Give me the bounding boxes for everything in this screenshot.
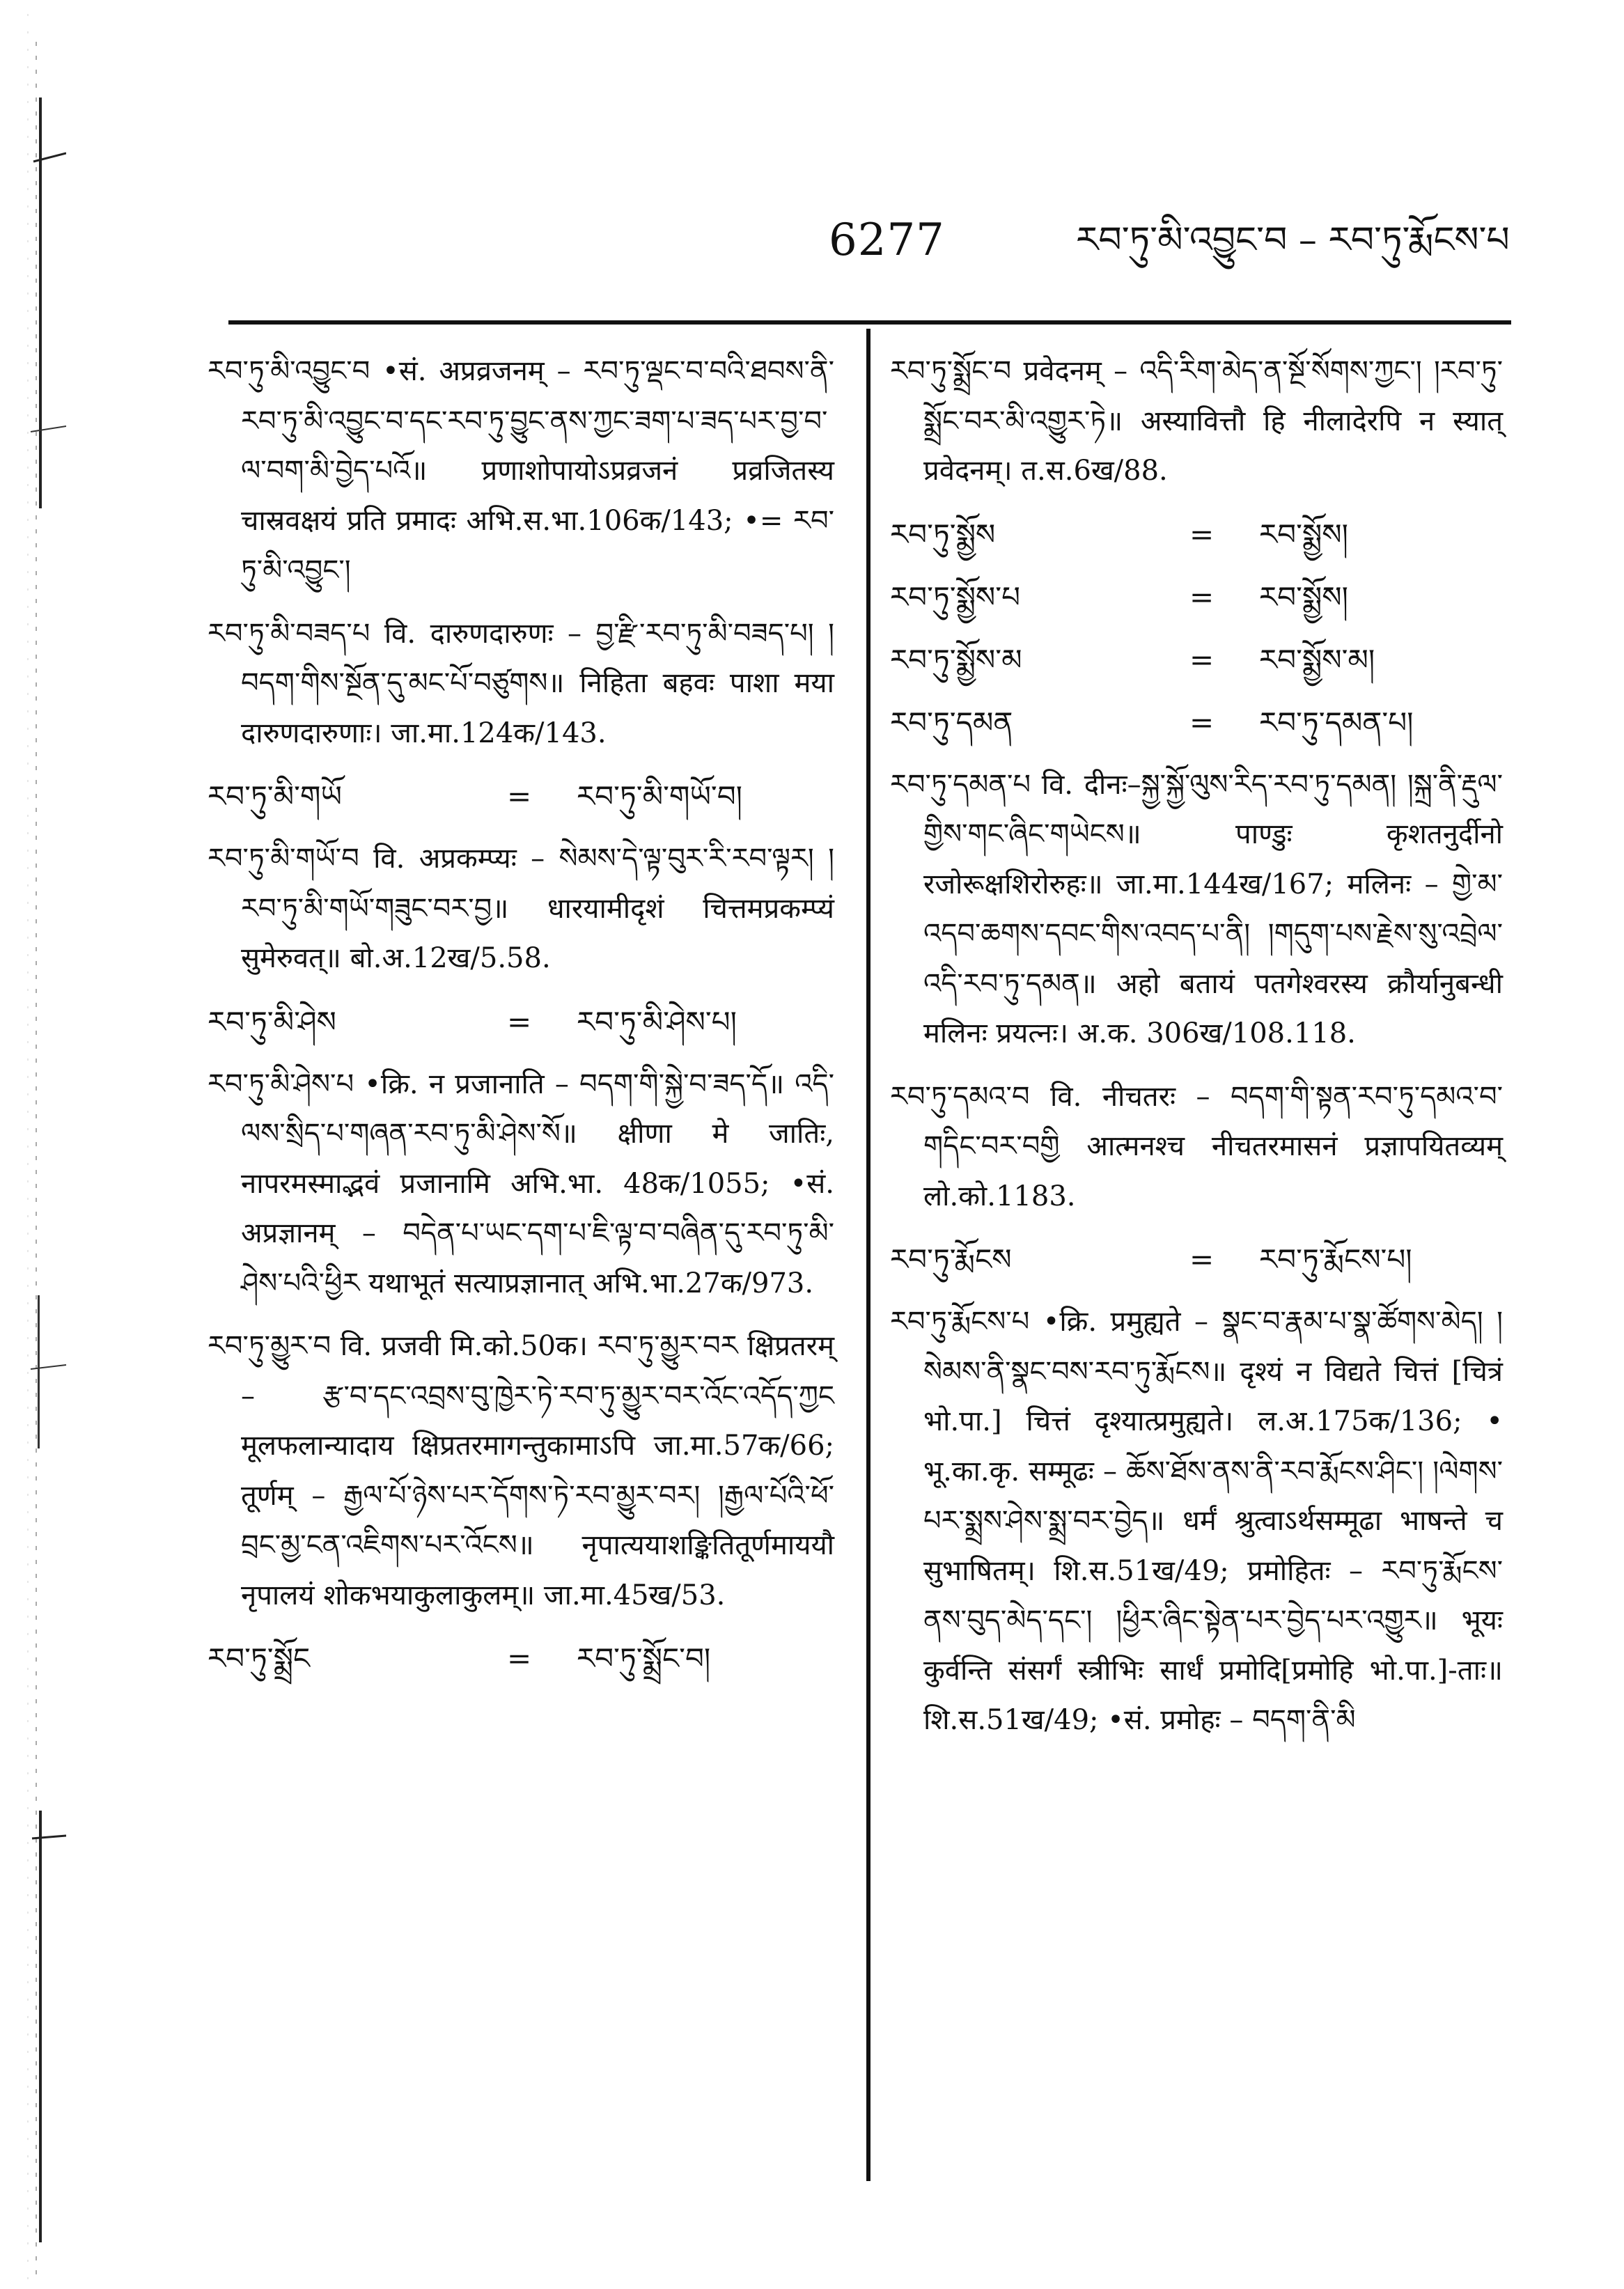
equals-sign: =: [1189, 642, 1215, 677]
cross-reference-entry: [208, 997, 834, 1047]
equals-sign: =: [1189, 1242, 1215, 1276]
cross-reference-headword: རབ་ཏུ་སྨྱོས་མ: [890, 642, 1022, 677]
cross-reference-headword: རབ་ཏུ་སྨྲོང: [208, 1641, 311, 1675]
cross-reference-target: རབ་སྨྱོས།: [1259, 579, 1348, 614]
cross-reference-headword: རབ་ཏུ་སྨྱོས: [890, 517, 996, 552]
cross-reference-target: རབ་ཏུ་མི་གཡོ་བ།: [577, 779, 742, 813]
cross-reference-headword: རབ་ཏུ་མི་ཤེས: [208, 1004, 336, 1039]
dictionary-entry: རབ་ཏུ་རྨོངས་པ •क्रि. प्रमुह्यते – སྣང་བ་རྣམ་པ་སྣ་ཚོགས་མེད། །སེམས་ནི་སྣང་བས་རབ་ཏུ་རྨོངས॥ दृश्यं न विद्यते चित्तं [चित्रं भो.पा.] चित्तं दृश्यात्प्रमुह्यते। ल.अ.175क/136; • भू.का.कृ. सम्मूढः – ཆོས་ཐོས་ནས་ནི་རབ་རྨོངས་ཤིང་། །ལེགས་པར་སྨྲས་ཤེས་སྨྲ་བར་བྱེད॥ धर्मं श्रुत्वाऽर्थसम्मूढा भाषन्ते च सुभाषितम्। शि.स.51ख/49; प्रमोहितः – རབ་ཏུ་རྨོངས་ནས་བུད་མེད་དང་། །ཕྱིར་ཞིང་སྟེན་པར་བྱེད་པར་འགྱུར॥ भूयः कुर्वन्ति संसर्गं स्त्रीभिः सार्धं प्रमोदि[प्रमोहि भो.पा.]-ताः॥ शि.स.51ख/49; •सं. प्रमोहः – བདག་ནི་མི: [890, 1306, 1503, 1736]
cross-reference-target: རབ་ཏུ་རྨོངས་པ།: [1259, 1242, 1412, 1276]
header-rule: [228, 320, 1511, 325]
cross-reference-target: རབ་ཏུ་སྨྲོང་བ།: [577, 1641, 711, 1675]
cross-reference-target: རབ་ཏུ་མི་ཤེས་པ།: [577, 1004, 737, 1039]
cross-reference-headword: རབ་ཏུ་རྨོངས: [890, 1242, 1012, 1276]
cross-reference-entry: [890, 510, 1503, 559]
dictionary-entry: རབ་ཏུ་སྨྲོང་བ प्रवेदनम् – འདི་རིག་མེད་ན་སྔོ་སོགས་ཀྱང་། །རབ་ཏུ་སྨྲོང་བར་མི་འགྱུར་ཏེ॥ अस्यावित्तौ हि नीलादेरपि न स्यात् प्रवेदनम्। त.स.6ख/88.: [890, 355, 1503, 487]
cross-reference-entry: [890, 1235, 1503, 1284]
cross-reference-target: རབ་སྨྱོས།: [1259, 517, 1348, 552]
dictionary-entry: རབ་ཏུ་མི་འབྱུང་བ •सं. अप्रव्रजनम् – རབ་ཏུ་ལྡང་བ་བའི་ཐབས་ནི་རབ་ཏུ་མི་འབྱུང་བ་དང་རབ་ཏུ་བྱུང་ནས་ཀྱང་ཟག་པ་ཟད་པར་བྱ་བ་ལ་བག་མི་བྱེད་པའོ॥ प्रणाशोपायोऽप्रव्रजनं प्रव्रजितस्य चास्रवक्षयं प्रति प्रमादः अभि.स.भा.106क/143; •= རབ་ཏུ་མི་འབྱུང་།: [208, 355, 834, 586]
equals-sign: =: [507, 1641, 532, 1675]
cross-reference-entry: [890, 698, 1503, 747]
dictionary-entry: རབ་ཏུ་དམན་པ वि. दीनः–སྐྱ་སྐྱོ་ལུས་རིད་རབ་ཏུ་དམན། །སྐྲ་ནི་རྡུལ་གྱིས་གང་ཞིང་གཡེངས॥ पाण्डुः कृशतनुर्दीनो रजोरूक्षशिरोरुहः॥ जा.मा.144ख/167; मलिनः – གྱེ་མ་འདབ་ཆགས་དབང་གིས་འབད་པ་ནི། །གདུག་པས་རྗེས་སུ་འབྲེལ་འདི་རབ་ཏུ་དམན॥ अहो बतायं पतगेश्वरस्य क्रौर्यानुबन्धी मलिनः प्रयत्नः। अ.क. 306ख/108.118.: [890, 768, 1503, 1049]
cross-reference-target: རབ་ཏུ་དམན་པ།: [1259, 705, 1414, 740]
dictionary-entry: རབ་ཏུ་མི་བཟད་པ वि. दारुणदारुणः – བྱ་རྫི་རབ་ཏུ་མི་བཟད་པ། །བདག་གིས་སྔོན་དུ་མང་པོ་བཙུགས॥ निहिता बहवः पाशा मया दारुणदारुणाः। जा.मा.124क/143.: [208, 617, 834, 749]
dictionary-entry: རབ་ཏུ་མྱུར་བ वि. प्रजवी मि.को.50क। རབ་ཏུ་མྱུར་བར क्षिप्रतरम् – རྩ་བ་དང་འབྲས་བུ་ཁྱེར་ཏེ་རབ་ཏུ་མྱུར་བར་འོང་འདོད་ཀྱང मूलफलान्यादाय क्षिप्रतरमागन्तुकामाऽपि जा.मा.57क/66; तूर्णम् – རྒྱལ་པོ་ཉེས་པར་དོགས་ཏེ་རབ་མྱུར་བར། །རྒྱལ་པོའི་ཕོ་བྲང་མྱ་ངན་འཇིགས་པར་འོངས॥ नृपात्ययाशङ्कितितूर्णमाययौ नृपालयं शोकभयाकुलाकुलम्॥ जा.मा.45ख/53.: [208, 1330, 834, 1611]
cross-reference-entry: [890, 635, 1503, 685]
equals-sign: =: [1189, 517, 1215, 552]
scan-edge-marks: [0, 0, 66, 2289]
cross-reference-headword: རབ་ཏུ་མི་གཡོ: [208, 779, 342, 813]
right-column: [890, 347, 1503, 1759]
page-number: 6277: [829, 214, 945, 266]
cross-reference-target: རབ་སྨྱོས་མ།: [1259, 642, 1375, 677]
equals-sign: =: [1189, 705, 1215, 740]
dictionary-entry: རབ་ཏུ་དམའ་བ वि. नीचतरः – བདག་གི་སྟན་རབ་ཏུ་དམའ་བ་གདིང་བར་བགྱི आत्मनश्च नीचतरमासनं प्रज्ञापयितव्यम् लो.को.1183.: [890, 1080, 1503, 1212]
cross-reference-entry: [208, 1634, 834, 1683]
page-headword-range: རབ་ཏུ་མི་འབྱུང་བ – རབ་ཏུ་རྨོངས་པ: [1076, 219, 1510, 261]
left-column: [208, 347, 834, 1696]
dictionary-entry: རབ་ཏུ་མི་གཡོ་བ वि. अप्रकम्प्यः – སེམས་དེ་ལྟ་བུར་རི་རབ་ལྟར། །རབ་ཏུ་མི་གཡོ་གཟུང་བར་བྱ॥ धारयामीदृशं चित्तमप्रकम्प्यं सुमेरुवत्॥ बो.अ.12ख/5.58.: [208, 843, 834, 974]
cross-reference-entry: [208, 772, 834, 821]
equals-sign: =: [1189, 579, 1215, 614]
cross-reference-headword: རབ་ཏུ་སྨྱོས་པ: [890, 579, 1021, 614]
dictionary-entry: རབ་ཏུ་མི་ཤེས་པ •क्रि. न प्रजानाति – བདག་གི་སྐྱེ་བ་ཟད་དོ॥ འདི་ལས་སྲིད་པ་གཞན་རབ་ཏུ་མི་ཤེས་སོ॥ क्षीणा मे जातिः, नापरमस्माद्भवं प्रजानामि अभि.भा. 48क/1055; •सं. अप्रज्ञानम् – བདེན་པ་ཡང་དག་པ་ཇི་ལྟ་བ་བཞིན་དུ་རབ་ཏུ་མི་ཤེས་པའི་ཕྱིར यथाभूतं सत्याप्रज्ञानात् अभि.भा.27क/973.: [208, 1068, 834, 1299]
column-divider: [866, 329, 870, 2181]
equals-sign: =: [507, 1004, 532, 1039]
equals-sign: =: [507, 779, 532, 813]
cross-reference-entry: [890, 572, 1503, 622]
cross-reference-headword: རབ་ཏུ་དམན: [890, 705, 1013, 740]
